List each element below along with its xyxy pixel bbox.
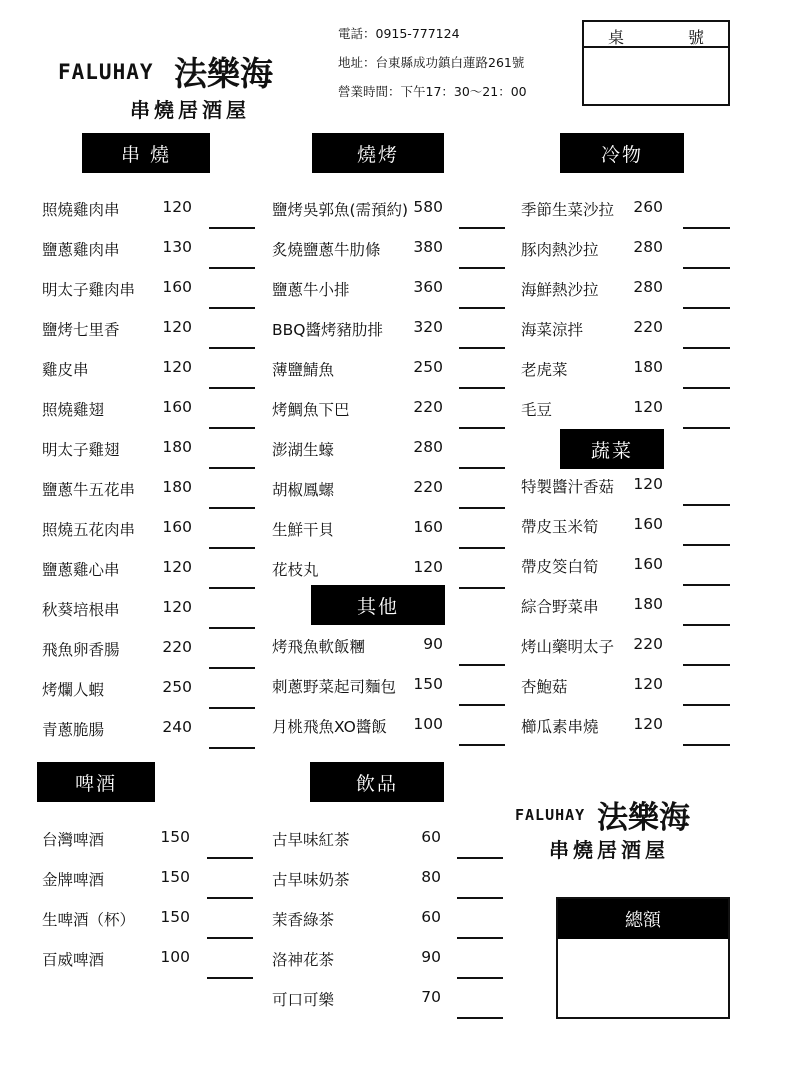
menu-item-price: 120 — [413, 558, 443, 576]
section-header-kushiyaki: 串 燒 — [82, 133, 210, 173]
quantity-line[interactable] — [459, 267, 505, 269]
logo-en: FALUHAY — [58, 60, 154, 84]
menu-item-price: 260 — [633, 198, 663, 216]
menu-item-price: 120 — [162, 318, 192, 336]
menu-item-name: 季節生菜沙拉 — [521, 201, 615, 219]
menu-item-name: 花枝丸 — [272, 561, 319, 579]
logo-bottom-sub: 串燒居酒屋 — [549, 838, 669, 862]
menu-item-price: 160 — [633, 515, 663, 533]
menu-item-name: BBQ醬烤豬肋排 — [272, 321, 383, 339]
quantity-line[interactable] — [683, 624, 730, 626]
menu-item-name: 明太子雞肉串 — [42, 281, 136, 299]
section-header-grill: 燒烤 — [312, 133, 444, 173]
menu-item-name: 雞皮串 — [42, 361, 89, 379]
menu-item-price: 240 — [162, 718, 192, 736]
menu-item-name: 鹽蔥雞心串 — [42, 561, 120, 579]
menu-item-price: 280 — [633, 278, 663, 296]
menu-item-name: 特製醬汁香菇 — [521, 478, 615, 496]
menu-item-name: 帶皮玉米筍 — [521, 518, 599, 536]
logo-bottom-zh: 法樂海 — [597, 800, 690, 836]
menu-item-price: 320 — [413, 318, 443, 336]
menu-item-name: 鹽烤七里香 — [42, 321, 120, 339]
section-header-cold: 冷物 — [560, 133, 684, 173]
menu-item-name: 生啤酒（杯） — [42, 911, 136, 929]
quantity-line[interactable] — [207, 977, 253, 979]
menu-item-name: 百威啤酒 — [42, 951, 105, 969]
menu-item-price: 90 — [423, 635, 443, 653]
quantity-line[interactable] — [459, 744, 505, 746]
quantity-line[interactable] — [459, 467, 505, 469]
section-header-other: 其他 — [311, 585, 445, 625]
menu-item-price: 380 — [413, 238, 443, 256]
logo-top — [58, 46, 328, 122]
quantity-line[interactable] — [459, 347, 505, 349]
menu-item-price: 280 — [413, 438, 443, 456]
quantity-line[interactable] — [209, 587, 255, 589]
quantity-line[interactable] — [683, 427, 730, 429]
table-number-box — [582, 20, 730, 106]
quantity-line[interactable] — [209, 747, 255, 749]
menu-item-name: 胡椒鳳螺 — [272, 481, 335, 499]
menu-item-name: 鹽蔥雞肉串 — [42, 241, 120, 259]
menu-item-price: 120 — [633, 475, 663, 493]
total-label: 總額 — [558, 899, 728, 939]
quantity-line[interactable] — [457, 977, 503, 979]
quantity-line[interactable] — [459, 427, 505, 429]
logo-bottom — [515, 790, 725, 862]
quantity-line[interactable] — [209, 627, 255, 629]
quantity-line[interactable] — [457, 1017, 503, 1019]
menu-item-price: 150 — [160, 908, 190, 926]
menu-item-name: 明太子雞翅 — [42, 441, 120, 459]
hours-info: 營業時間：下午17：30～21：00 — [338, 84, 527, 99]
section-header-veg: 蔬菜 — [560, 429, 664, 469]
menu-item-price: 150 — [160, 868, 190, 886]
section-header-beer: 啤酒 — [37, 762, 155, 802]
menu-item-price: 60 — [421, 828, 441, 846]
quantity-line[interactable] — [683, 584, 730, 586]
menu-item-price: 150 — [413, 675, 443, 693]
quantity-line[interactable] — [683, 347, 730, 349]
quantity-line[interactable] — [459, 664, 505, 666]
menu-item-price: 100 — [160, 948, 190, 966]
menu-item-price: 220 — [413, 478, 443, 496]
quantity-line[interactable] — [457, 937, 503, 939]
quantity-line[interactable] — [207, 937, 253, 939]
total-field[interactable] — [558, 939, 728, 1015]
quantity-line[interactable] — [459, 227, 505, 229]
menu-item-price: 120 — [162, 558, 192, 576]
quantity-line[interactable] — [683, 227, 730, 229]
phone-info: 電話：0915-777124 — [338, 26, 460, 41]
menu-item-price: 250 — [162, 678, 192, 696]
menu-item-price: 130 — [162, 238, 192, 256]
menu-item-name: 櫛瓜素串燒 — [521, 718, 599, 736]
menu-item-price: 280 — [633, 238, 663, 256]
menu-item-price: 160 — [162, 398, 192, 416]
menu-item-name: 古早味紅茶 — [272, 831, 350, 849]
menu-item-name: 洛神花茶 — [272, 951, 335, 969]
quantity-line[interactable] — [683, 544, 730, 546]
menu-item-name: 飛魚卵香腸 — [42, 641, 120, 659]
quantity-line[interactable] — [209, 347, 255, 349]
address-info: 地址：台東縣成功鎮白蓮路261號 — [338, 55, 525, 70]
quantity-line[interactable] — [209, 227, 255, 229]
quantity-line[interactable] — [683, 387, 730, 389]
menu-item-name: 照燒雞肉串 — [42, 201, 120, 219]
menu-item-price: 120 — [633, 675, 663, 693]
menu-item-price: 160 — [162, 278, 192, 296]
menu-item-name: 烤飛魚軟飯糰 — [272, 638, 366, 656]
menu-item-price: 220 — [162, 638, 192, 656]
quantity-line[interactable] — [459, 307, 505, 309]
quantity-line[interactable] — [209, 467, 255, 469]
quantity-line[interactable] — [459, 387, 505, 389]
menu-item-price: 180 — [633, 358, 663, 376]
menu-item-name: 烤爛人蝦 — [42, 681, 105, 699]
quantity-line[interactable] — [207, 857, 253, 859]
quantity-line[interactable] — [209, 547, 255, 549]
menu-item-name: 帶皮筊白筍 — [521, 558, 599, 576]
menu-item-price: 180 — [162, 478, 192, 496]
menu-item-name: 綜合野菜串 — [521, 598, 599, 616]
menu-item-name: 金牌啤酒 — [42, 871, 105, 889]
logo-sub: 串燒居酒屋 — [130, 98, 250, 122]
quantity-line[interactable] — [209, 387, 255, 389]
menu-item-name: 澎湖生蠔 — [272, 441, 335, 459]
menu-item-price: 150 — [160, 828, 190, 846]
menu-item-name: 杏鮑菇 — [521, 678, 568, 696]
table-number-field[interactable] — [584, 48, 728, 104]
section-header-drinks: 飲品 — [310, 762, 444, 802]
menu-item-name: 生鮮干貝 — [272, 521, 335, 539]
quantity-line[interactable] — [683, 664, 730, 666]
menu-item-price: 250 — [413, 358, 443, 376]
logo-bottom-en: FALUHAY — [515, 806, 586, 824]
quantity-line[interactable] — [683, 307, 730, 309]
menu-item-name: 烤山藥明太子 — [521, 638, 615, 656]
quantity-line[interactable] — [209, 307, 255, 309]
table-label-row — [584, 22, 728, 48]
menu-item-price: 220 — [633, 635, 663, 653]
menu-item-name: 海鮮熱沙拉 — [521, 281, 599, 299]
menu-item-name: 炙燒鹽蔥牛肋條 — [272, 241, 381, 259]
menu-item-price: 120 — [162, 358, 192, 376]
quantity-line[interactable] — [209, 667, 255, 669]
menu-item-name: 鹽蔥牛小排 — [272, 281, 350, 299]
menu-item-price: 120 — [162, 598, 192, 616]
quantity-line[interactable] — [683, 704, 730, 706]
quantity-line[interactable] — [457, 857, 503, 859]
menu-item-price: 120 — [633, 398, 663, 416]
menu-item-name: 台灣啤酒 — [42, 831, 105, 849]
menu-item-name: 照燒雞翅 — [42, 401, 105, 419]
logo-zh: 法樂海 — [174, 54, 273, 93]
menu-item-price: 360 — [413, 278, 443, 296]
menu-item-name: 照燒五花肉串 — [42, 521, 136, 539]
menu-item-price: 120 — [162, 198, 192, 216]
menu-item-name: 烤鯛魚下巴 — [272, 401, 350, 419]
menu-item-name: 毛豆 — [521, 401, 553, 419]
quantity-line[interactable] — [459, 507, 505, 509]
quantity-line[interactable] — [209, 267, 255, 269]
menu-item-name: 茉香綠茶 — [272, 911, 335, 929]
quantity-line[interactable] — [459, 704, 505, 706]
menu-item-price: 220 — [413, 398, 443, 416]
menu-item-price: 90 — [421, 948, 441, 966]
quantity-line[interactable] — [459, 547, 505, 549]
menu-item-name: 薄鹽鯖魚 — [272, 361, 335, 379]
menu-item-name: 青蔥脆腸 — [42, 721, 105, 739]
table-label-b: 號 — [688, 28, 705, 47]
menu-item-name: 海菜涼拌 — [521, 321, 584, 339]
menu-item-name: 秋葵培根串 — [42, 601, 120, 619]
quantity-line[interactable] — [207, 897, 253, 899]
menu-item-name: 鹽烤吳郭魚(需預約) — [272, 201, 409, 219]
quantity-line[interactable] — [683, 744, 730, 746]
menu-item-name: 刺蔥野菜起司麵包 — [272, 678, 397, 696]
menu-item-price: 160 — [413, 518, 443, 536]
menu-item-price: 70 — [421, 988, 441, 1006]
menu-item-price: 60 — [421, 908, 441, 926]
menu-item-name: 月桃飛魚XO醬飯 — [272, 718, 387, 736]
menu-item-name: 豚肉熱沙拉 — [521, 241, 599, 259]
menu-item-price: 80 — [421, 868, 441, 886]
menu-item-price: 160 — [633, 555, 663, 573]
menu-item-price: 120 — [633, 715, 663, 733]
menu-item-name: 鹽蔥牛五花串 — [42, 481, 136, 499]
table-label-a: 桌 — [608, 28, 625, 47]
menu-item-price: 220 — [633, 318, 663, 336]
quantity-line[interactable] — [459, 587, 505, 589]
quantity-line[interactable] — [683, 267, 730, 269]
quantity-line[interactable] — [209, 707, 255, 709]
menu-item-price: 100 — [413, 715, 443, 733]
quantity-line[interactable] — [683, 504, 730, 506]
quantity-line[interactable] — [209, 507, 255, 509]
menu-item-price: 580 — [413, 198, 443, 216]
quantity-line[interactable] — [209, 427, 255, 429]
menu-item-price: 160 — [162, 518, 192, 536]
quantity-line[interactable] — [457, 897, 503, 899]
menu-item-name: 可口可樂 — [272, 991, 335, 1009]
total-box — [556, 897, 730, 1019]
menu-item-name: 老虎菜 — [521, 361, 568, 379]
menu-item-price: 180 — [162, 438, 192, 456]
menu-item-name: 古早味奶茶 — [272, 871, 350, 889]
menu-item-price: 180 — [633, 595, 663, 613]
